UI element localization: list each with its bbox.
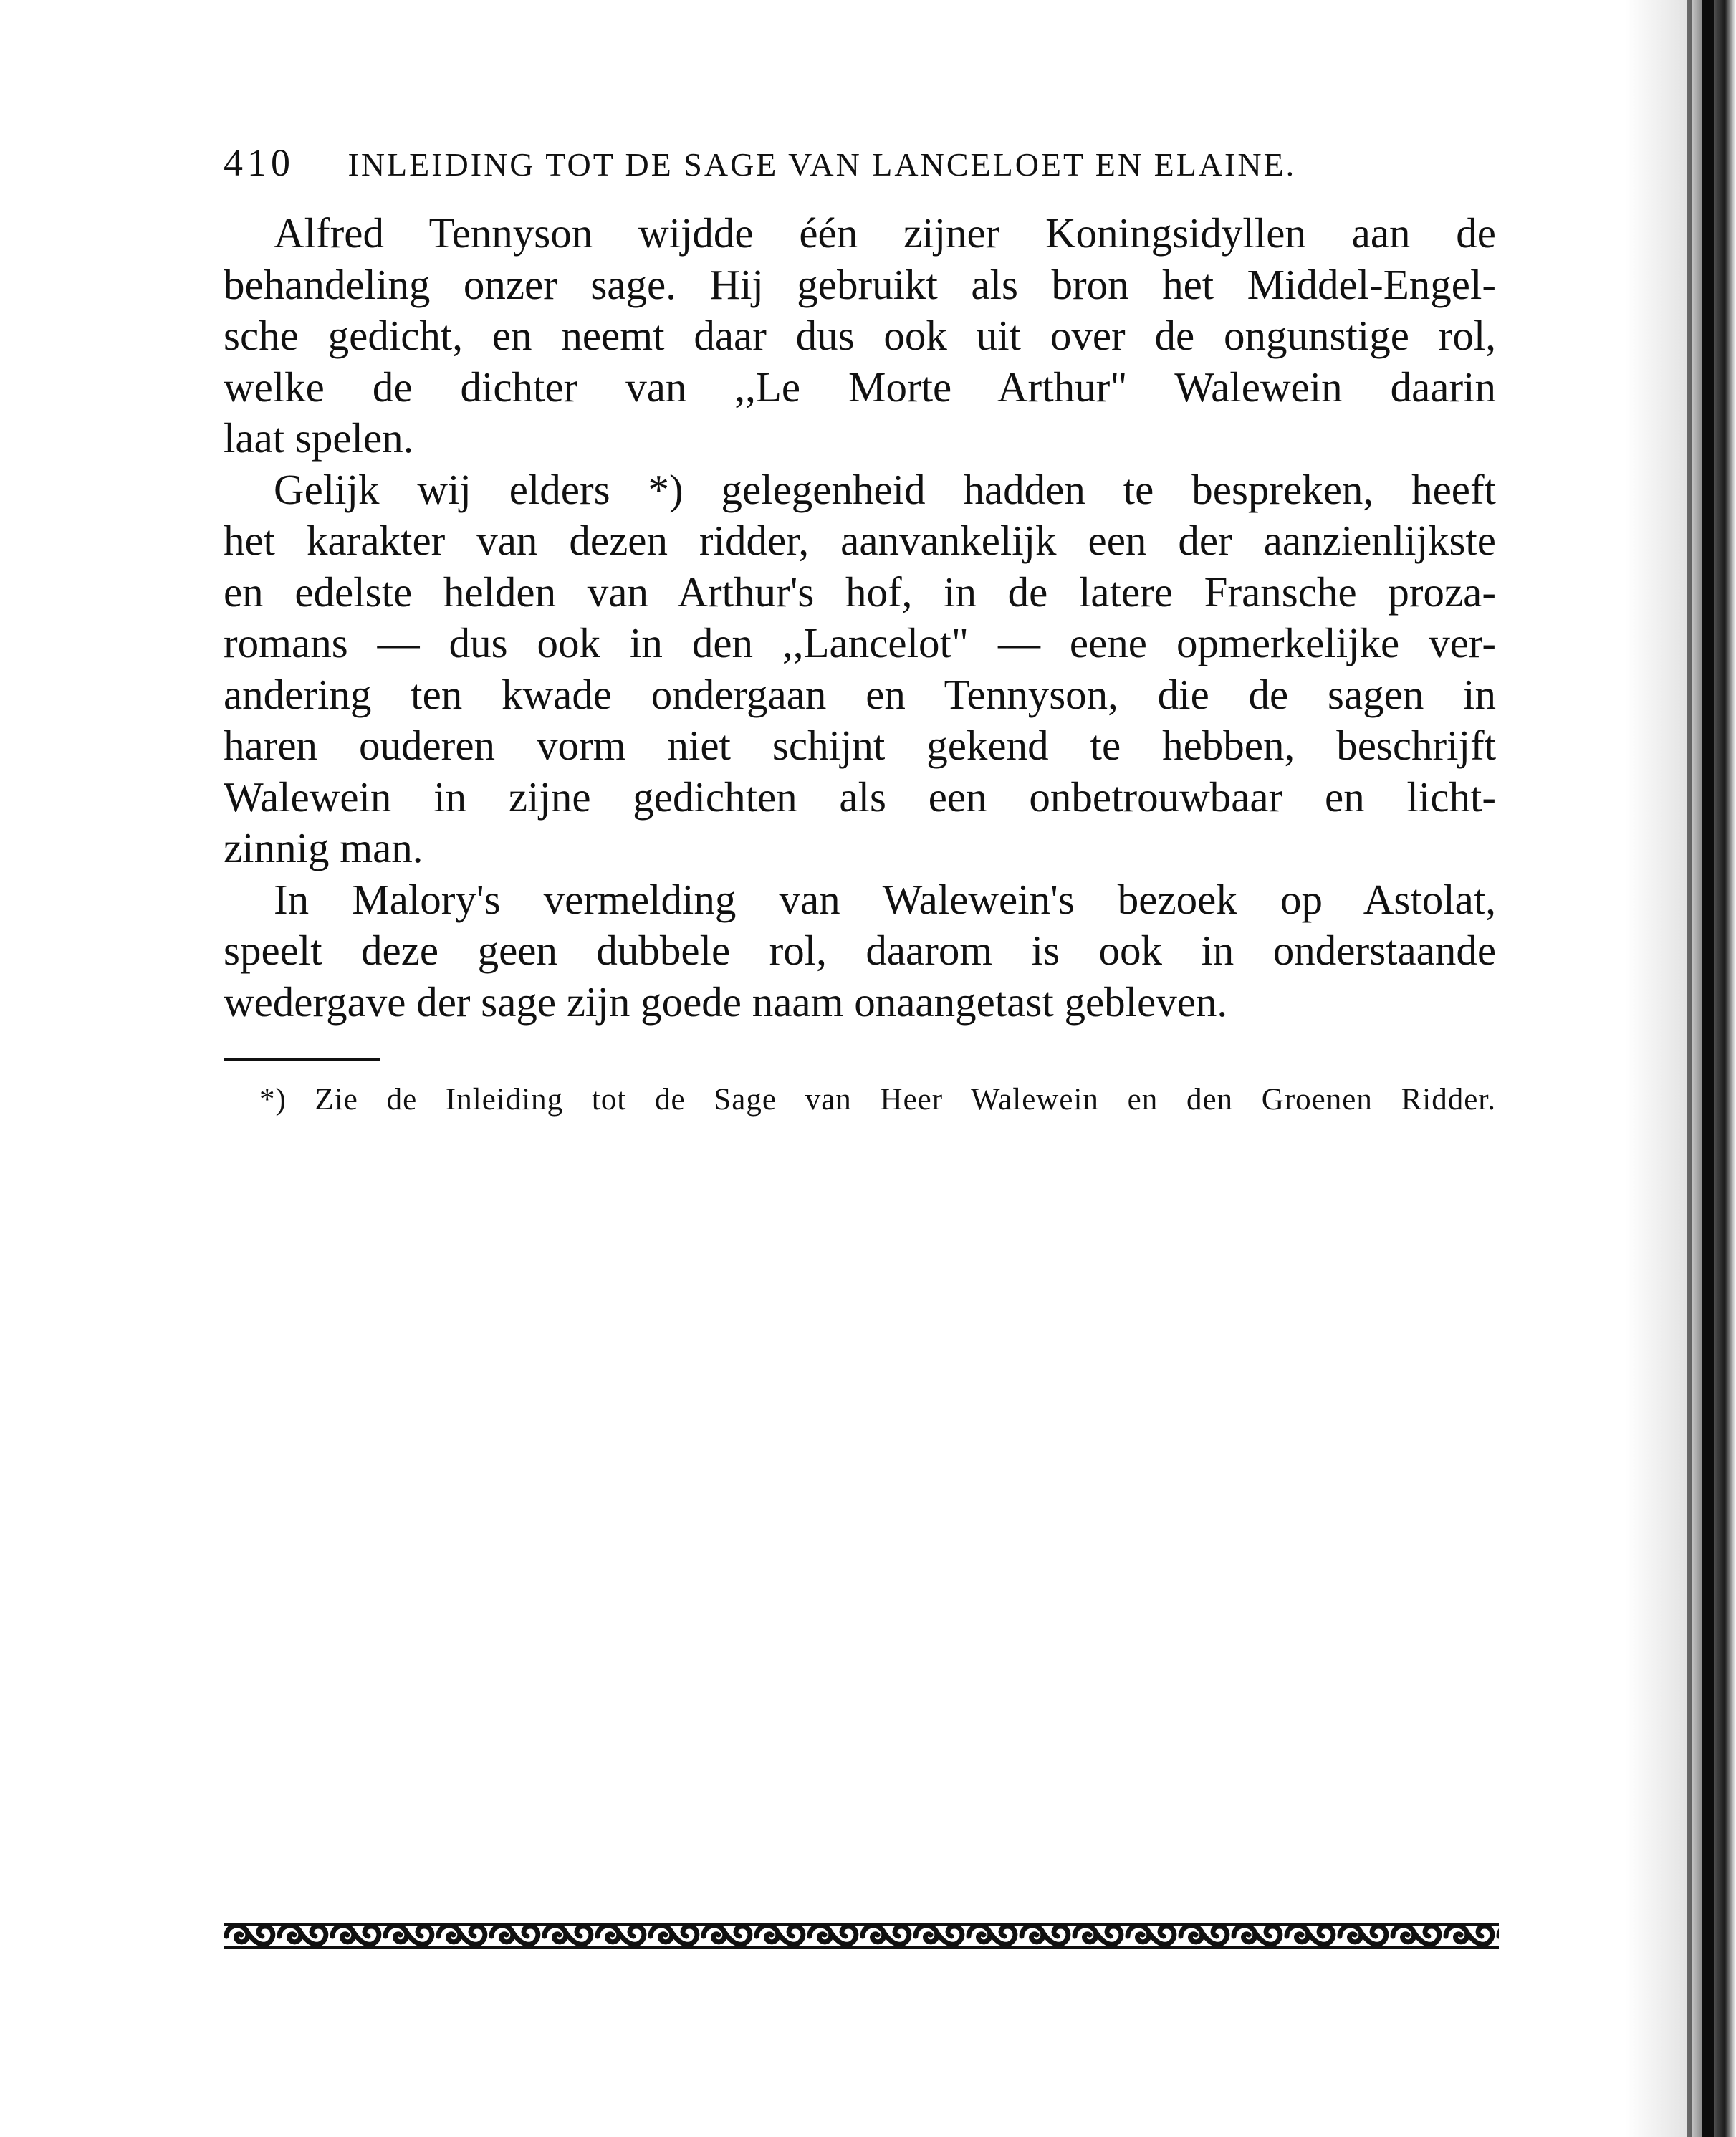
footnote: *) Zie de Inleiding tot de Sage van Heer Walewein en den Groenen Ridder. (259, 1083, 1496, 1117)
text-line: Gelijk wij elders *) gelegenheid hadden te bespreken, heeft (274, 465, 1496, 513)
body-text (224, 208, 1496, 1028)
text-line: sche gedicht, en neemt daar dus ook uit over de ongunstige rol, (224, 312, 1496, 359)
footnote-rule (224, 1058, 380, 1061)
running-title: INLEIDING TOT DE SAGE VAN LANCELOET EN ELAINE. (347, 146, 1297, 183)
text-line: wedergave der sage zijn goede naam onaangetast gebleven. (224, 977, 1228, 1026)
text-line: In Malory's vermelding van Walewein's bezoek op Astolat, (274, 875, 1496, 923)
text-line: en edelste helden van Arthur's hof, in de latere Fransche proza- (224, 568, 1496, 616)
text-line: Alfred Tennyson wijdde één zijner Koningsidyllen aan de (274, 209, 1496, 257)
text-line: Walewein in zijne gedichten als een onbetrouwbaar en licht- (224, 773, 1496, 821)
text-line: behandeling onzer sage. Hij gebruikt als bron het Middel-Engel- (224, 260, 1496, 308)
text-line: laat spelen. (224, 414, 414, 462)
scanned-book-edge (1625, 0, 1736, 2137)
text-line: andering ten kwade ondergaan en Tennyson, die de sagen in (224, 670, 1496, 718)
text-line: welke de dichter van ,,Le Morte Arthur" Walewein daarin (224, 363, 1496, 411)
text-line: zinnig man. (224, 824, 423, 871)
text-line: speelt deze geen dubbele rol, daarom is ook in onderstaande (224, 927, 1496, 974)
page-number: 410 (224, 141, 294, 184)
text-line: romans — dus ook in den ,,Lancelot" — eene opmerkelijke ver- (224, 619, 1496, 666)
running-header (224, 140, 1499, 183)
text-line: het karakter van dezen ridder, aanvankelijk een der aanzienlijkste (224, 517, 1496, 564)
text-line: haren ouderen vorm niet schijnt gekend te hebben, beschrijft (224, 722, 1496, 769)
wave-scroll-border-icon (224, 1915, 1499, 1958)
